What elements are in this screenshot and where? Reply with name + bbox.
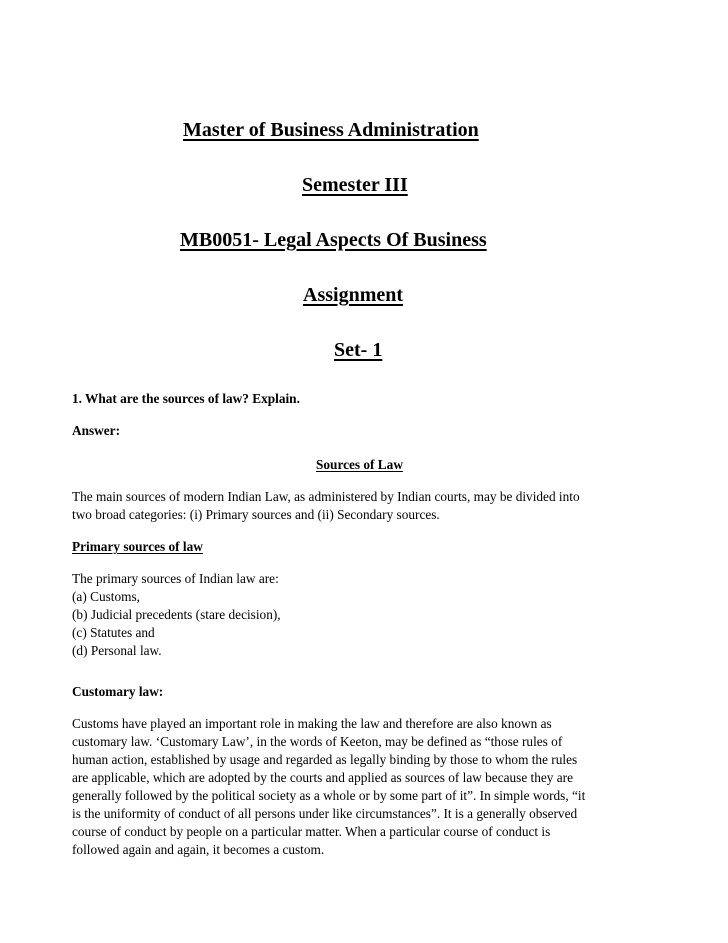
paragraph-line: Customs have played an important role in making the law and therefore are also known as xyxy=(72,716,552,731)
set-title: Set- 1 xyxy=(334,339,383,361)
sources-of-law-heading: Sources of Law xyxy=(316,457,403,472)
customary-law-heading: Customary law: xyxy=(72,684,164,699)
list-item: (c) Statutes and xyxy=(72,625,155,640)
assignment-title: Assignment xyxy=(303,284,404,306)
paragraph-line: followed again and again, it becomes a custom. xyxy=(72,842,325,857)
list-item: (d) Personal law. xyxy=(72,643,162,658)
course-title: MB0051- Legal Aspects Of Business xyxy=(180,229,487,251)
list-item: (b) Judicial precedents (stare decision), xyxy=(72,607,281,622)
list-item: (a) Customs, xyxy=(72,589,140,604)
sources-intro-line: The main sources of modern Indian Law, as administered by Indian courts, may be divided into xyxy=(72,489,580,504)
sources-intro-paragraph xyxy=(72,488,580,524)
semester-title: Semester III xyxy=(302,174,408,196)
answer-label: Answer: xyxy=(72,423,121,438)
paragraph-line: course of conduct by people on a particular matter. When a particular course of conduct is xyxy=(72,824,551,839)
primary-sources-heading: Primary sources of law xyxy=(72,539,203,554)
paragraph-line: human action, established by usage and regarded as legally binding by those to whom the rules xyxy=(72,752,578,767)
paragraph-line: customary law. ‘Customary Law’, in the words of Keeton, may be defined as “those rules of xyxy=(72,734,563,749)
paragraph-line: is the uniformity of conduct of all persons under like circumstances”. It is a generally observed xyxy=(72,806,578,821)
paragraph-line: generally followed by the political society as a whole or by some part of it”. In simple words, “it xyxy=(72,788,586,803)
primary-sources-list xyxy=(72,570,281,660)
question-text: 1. What are the sources of law? Explain. xyxy=(72,391,300,406)
program-title: Master of Business Administration xyxy=(183,119,479,141)
primary-sources-intro: The primary sources of Indian law are: xyxy=(72,571,279,586)
sources-intro-line: two broad categories: (i) Primary sources and (ii) Secondary sources. xyxy=(72,507,440,522)
customary-law-paragraph xyxy=(72,715,585,859)
paragraph-line: are applicable, which are adopted by the courts and applied as sources of law because they are xyxy=(72,770,574,785)
